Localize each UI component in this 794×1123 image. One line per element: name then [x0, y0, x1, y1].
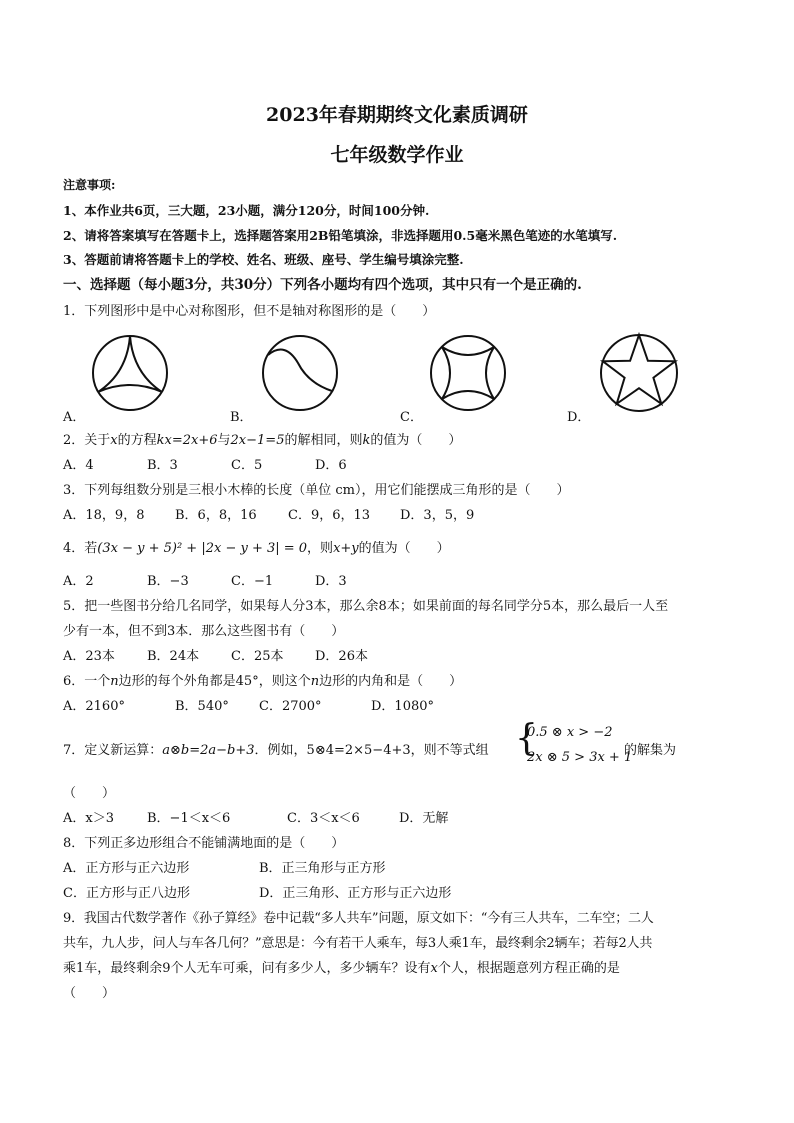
circle-with-star-icon [598, 332, 680, 414]
q5-option-d: D．26本 [315, 649, 368, 664]
circle-with-concave-square-icon [428, 333, 508, 413]
question-4-stem: 4．若(3x − y + 5)² + |2x − y + 3| = 0，则x+y的值为（ ） [63, 541, 450, 556]
circle-with-s-curve-icon [260, 333, 340, 413]
notes-heading: 注意事项: [63, 178, 116, 192]
question-1-stem: 1．下列图形中是中心对称图形，但不是轴对称图形的是（ ） [63, 304, 436, 319]
system-line-1: 0.5 ⊗ x > −2 [527, 725, 613, 740]
question-8-stem: 8．下列正多边形组合不能铺满地面的是（ ） [63, 836, 345, 851]
page-title: 2023年春期期终文化素质调研 [266, 104, 528, 126]
q7-option-a: A．x＞3 [63, 811, 114, 826]
q4-option-b: B．−3 [147, 574, 189, 589]
question-5-line-1: 5．把一些图书分给几名同学，如果每人分3本，那么余8本；如果前面的每名同学分5本，那么最后一人至 [63, 599, 669, 614]
q2-option-c: C．5 [231, 458, 263, 473]
q3-option-b: B．6，8，16 [175, 508, 257, 523]
q4-option-c: C．−1 [231, 574, 274, 589]
note-item-1: 1、本作业共6页，三大题，23小题，满分120分，时间100分钟. [63, 203, 430, 218]
q2-option-d: D．6 [315, 458, 347, 473]
q1-option-b-label: B． [230, 410, 253, 425]
q3-option-d: D．3，5，9 [400, 508, 475, 523]
q8-option-d: D．正三角形、正方形与正六边形 [259, 886, 452, 901]
question-7-paren: （ ） [63, 786, 116, 801]
q5-option-b: B．24本 [147, 649, 200, 664]
question-5-line-2: 少有一本，但不到3本．那么这些图书有（ ） [63, 624, 345, 639]
question-7-suffix: 的解集为 [624, 743, 677, 758]
page-subtitle: 七年级数学作业 [330, 144, 464, 166]
system-brace: { [515, 718, 538, 759]
section-heading: 一、选择题（每小题3分，共30分）下列各小题均有四个选项，其中只有一个是正确的. [63, 277, 582, 293]
q5-option-c: C．25本 [231, 649, 284, 664]
q1-option-d-label: D． [567, 410, 591, 425]
question-3-stem: 3．下列每组数分别是三根小木棒的长度（单位 cm），用它们能摆成三角形的是（ ） [63, 483, 570, 498]
q8-option-a: A．正方形与正六边形 [63, 861, 190, 876]
question-6-stem: 6．一个n边形的每个外角都是45°，则这个n边形的内角和是（ ） [63, 674, 463, 689]
question-2-stem: 2．关于x的方程kx=2x+6与2x−1=5的解相同，则k的值为（ ） [63, 433, 462, 448]
question-9-paren: （ ） [63, 986, 116, 1001]
system-line-2: 2x ⊗ 5 > 3x + 1 [527, 750, 633, 765]
q6-option-a: A．2160° [63, 699, 125, 714]
q8-option-c: C．正方形与正八边形 [63, 886, 190, 901]
note-item-3: 3、答题前请将答题卡上的学校、姓名、班级、座号、学生编号填涂完整. [63, 252, 464, 267]
q2-option-a: A．4 [63, 458, 94, 473]
q7-option-d: D．无解 [399, 811, 449, 826]
q1-option-c-label: C． [400, 410, 423, 425]
question-7-stem: 7．定义新运算：a⊗b=2a−b+3．例如，5⊗4=2×5−4+3，则不等式组 [63, 743, 489, 758]
circle-with-inner-arc-triangle-icon [90, 333, 170, 413]
q7-option-c: C．3＜x＜6 [287, 811, 360, 826]
q7-option-b: B．−1＜x＜6 [147, 811, 231, 826]
q2-option-b: B．3 [147, 458, 178, 473]
question-9-line-2: 共车，九人步，问人与车各几何？”意思是：今有若干人乘车，每3人乘1车，最终剩余2辆车；若每2人共 [63, 936, 653, 951]
q4-option-d: D．3 [315, 574, 347, 589]
q8-option-b: B．正三角形与正方形 [259, 861, 386, 876]
question-9-line-3: 乘1车，最终剩余9个人无车可乘，问有多少人，多少辆车？设有x个人，根据题意列方程正确的是 [63, 961, 620, 976]
q4-option-a: A．2 [63, 574, 94, 589]
q3-option-c: C．9，6，13 [288, 508, 371, 523]
q1-option-a-label: A． [63, 410, 86, 425]
question-9-line-1: 9．我国古代数学著作《孙子算经》卷中记载“多人共车”问题，原文如下：“今有三人共车，二车空；二人 [63, 911, 654, 926]
q5-option-a: A．23本 [63, 649, 115, 664]
q6-option-d: D．1080° [371, 699, 435, 714]
q3-option-a: A．18，9，8 [63, 508, 145, 523]
note-item-2: 2、请将答案填写在答题卡上，选择题答案用2B铅笔填涂，非选择题用0.5毫米黑色笔迹的水笔填写. [63, 228, 618, 243]
q6-option-c: C．2700° [259, 699, 322, 714]
q6-option-b: B．540° [175, 699, 229, 714]
